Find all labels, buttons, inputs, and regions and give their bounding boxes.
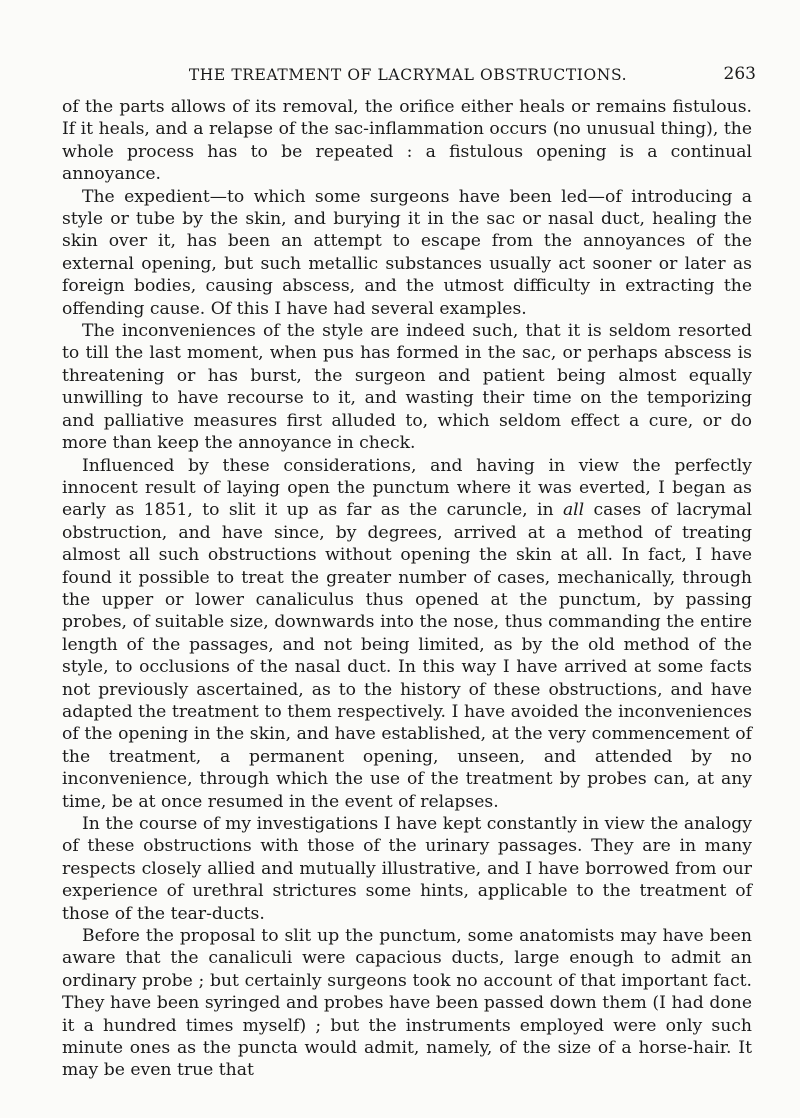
paragraph-canaliculi: Before the proposal to slit up the punctum, some anatomists may have been aware that the canaliculi were capacious ducts, large enough to admit an ordinary probe ; but certainly surgeons took no account of that important fact. They have been syringed and probes have been passed down them (I had done it a hundred times myself) ; but the instruments employed were only such minute ones as the puncta would admit, namely, of the size of a horse-hair. It may be even true that [62, 926, 752, 1081]
page-header [60, 64, 756, 90]
emphasis-all: all [562, 500, 585, 521]
paragraph-style-inconveniences: The inconveniences of the style are indeed such, that it is seldom resorted to till the last moment, when pus has formed in the sac, or perhaps abscess is threatening or has burst, the surgeon and patient being almost equally unwilling to have recourse to it, and wasting their time on the temporizing and palliative measures first alluded to, which seldom effect a cure, or do more than keep the annoyance in check. [62, 321, 752, 454]
paragraph-continuation: of the parts allows of its removal, the orifice either heals or remains fistulous. If it heals, and a relapse of the sac-inflammation occurs (no unusual thing), the whole process has to be repeated : a fistulous opening is a continual annoyance. [62, 97, 752, 185]
page-number: 263 [723, 64, 756, 84]
paragraph-style-expedient: The expedient—to which some surgeons have been led—of introducing a style or tube by the skin, and burying it in the sac or nasal duct, healing the skin over it, has been an attempt to escape from the annoyances of the external opening, but such metallic substances usually act sooner or later as foreign bodies, causing abscess, and the utmost difficulty in extracting the offending cause. Of this I have had several examples. [62, 186, 752, 319]
paragraph-influenced-before: Influenced by these considerations, and having in view the perfectly innocent result of laying open the punctum where it was everted, I began as early as 1851, to slit it up as far as the caruncle, in [62, 455, 752, 521]
running-title: THE TREATMENT OF LACRYMAL OBSTRUCTIONS. [188, 66, 628, 84]
paragraph-influenced [62, 455, 752, 814]
paragraph-urinary-analogy: In the course of my investigations I have kept constantly in view the analogy of these obstructions with those of the urinary passages. They are in many respects closely allied and mutually illustrative, and I have borrowed from our experience of urethral strictures some hints, applicable to the treatment of those of the tear-ducts. [62, 814, 752, 924]
paragraph-influenced-after: cases of lacrymal obstruction, and have since, by degrees, arrived at a method of treating almost all such obstructions without opening the skin at all. In fact, I have found it possible to treat the greater number of cases, mechanically, through the upper or lower canaliculus thus opened at the punctum, by passing probes, of suitable size, downwards into the nose, thus commanding the entire length of the passages, and not being limited, as by the old method of the style, to occlusions of the nasal duct. In this way I have arrived at some facts not previously ascertained, as to the history of these obstructions, and have adapted the treatment to them respectively. I have avoided the inconveniences of the opening in the skin, and have established, at the very commencement of the treatment, a permanent opening, unseen, and attended by no inconvenience, through which the use of the treatment by probes can, at any time, be at once resumed in the event of relapses. [62, 500, 753, 812]
body-text [62, 96, 752, 1082]
